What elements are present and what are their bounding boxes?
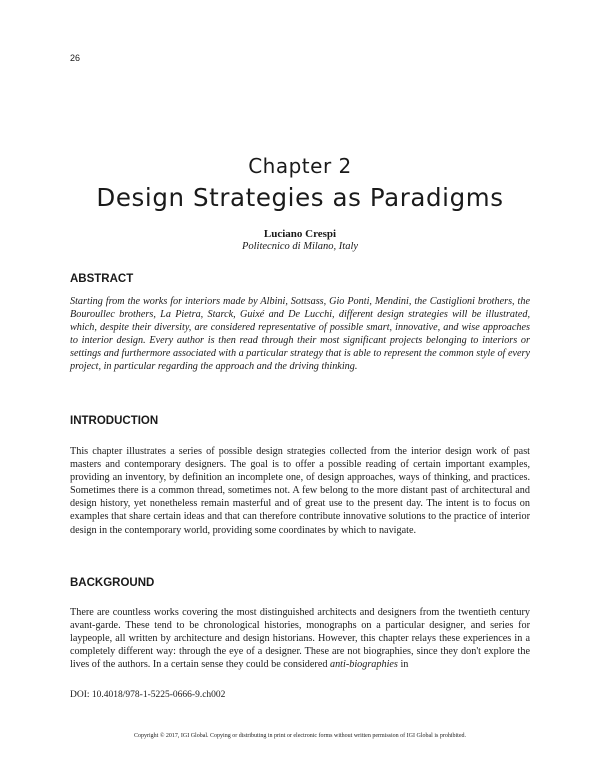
background-text-main: There are countless works covering the most distinguished architects and designers from the twentieth century avant-garde. These tend to be chronological histories, monographs on a particular designer, and series for laypeople, all written by architecture and design historians. However, this chapter relays these experiences in a completely different way: through the eye of a designer. These are not biographies, since they don't explore the lives of the authors. In a certain sense they could be considered bbox=[70, 607, 530, 671]
background-paragraph bbox=[70, 606, 530, 671]
background-heading: BACKGROUND bbox=[70, 577, 155, 589]
author-affiliation: Politecnico di Milano, Italy bbox=[241, 241, 359, 252]
introduction-paragraph: This chapter illustrates a series of possible design strategies collected from the interior design work of past masters and contemporary designers. The goal is to offer a possible reading of certain important examples, providing an inventory, by definition an incomplete one, of design approaches, ways of thinking, and practices. Sometimes there is a common thread, sometimes not. A few belong to the more distant past of architectural and design history, yet nonetheless remain masterful and of great use to the present day. The intent is to focus on examples that share certain ideas and that can therefore contribute innovative solutions to the practice of interior design in the contemporary world, providing some coordinates by which to navigate. bbox=[70, 446, 530, 536]
chapter-title: Design Strategies as Paradigms bbox=[96, 183, 504, 212]
copyright-notice: Copyright © 2017, IGI Global. Copying or distributing in print or electronic forms without written permission of IGI Global is prohibited. bbox=[133, 733, 466, 739]
background-text-end: in bbox=[397, 659, 409, 671]
background-text-italic: anti-biographies bbox=[329, 659, 398, 671]
introduction-text bbox=[70, 445, 530, 537]
abstract-text bbox=[70, 295, 530, 374]
author-name: Luciano Crespi bbox=[263, 228, 337, 240]
doi: DOI: 10.4018/978-1-5225-0666-9.ch002 bbox=[70, 690, 226, 700]
chapter-label: Chapter 2 bbox=[248, 154, 352, 178]
abstract-paragraph: Starting from the works for interiors made by Albini, Sottsass, Gio Ponti, Mendini, the Castiglioni brothers, the Bouroullec brothers, La Pietra, Starck, Guixé and De Lucchi, different design strategies will be illustrated, which, despite their diversity, are considered representative of possible smart, innovative, and wise approaches to interior design. Every author is then read through their most significant projects belonging to interiors or settings and furthermore associated with a particular strategy that is able to represent the common style of every project, in particular regarding the approach and the driving thinking. bbox=[70, 296, 530, 373]
page-number: 26 bbox=[70, 53, 81, 63]
introduction-heading: INTRODUCTION bbox=[70, 415, 159, 427]
background-text bbox=[70, 606, 530, 671]
abstract-heading: ABSTRACT bbox=[70, 273, 134, 285]
